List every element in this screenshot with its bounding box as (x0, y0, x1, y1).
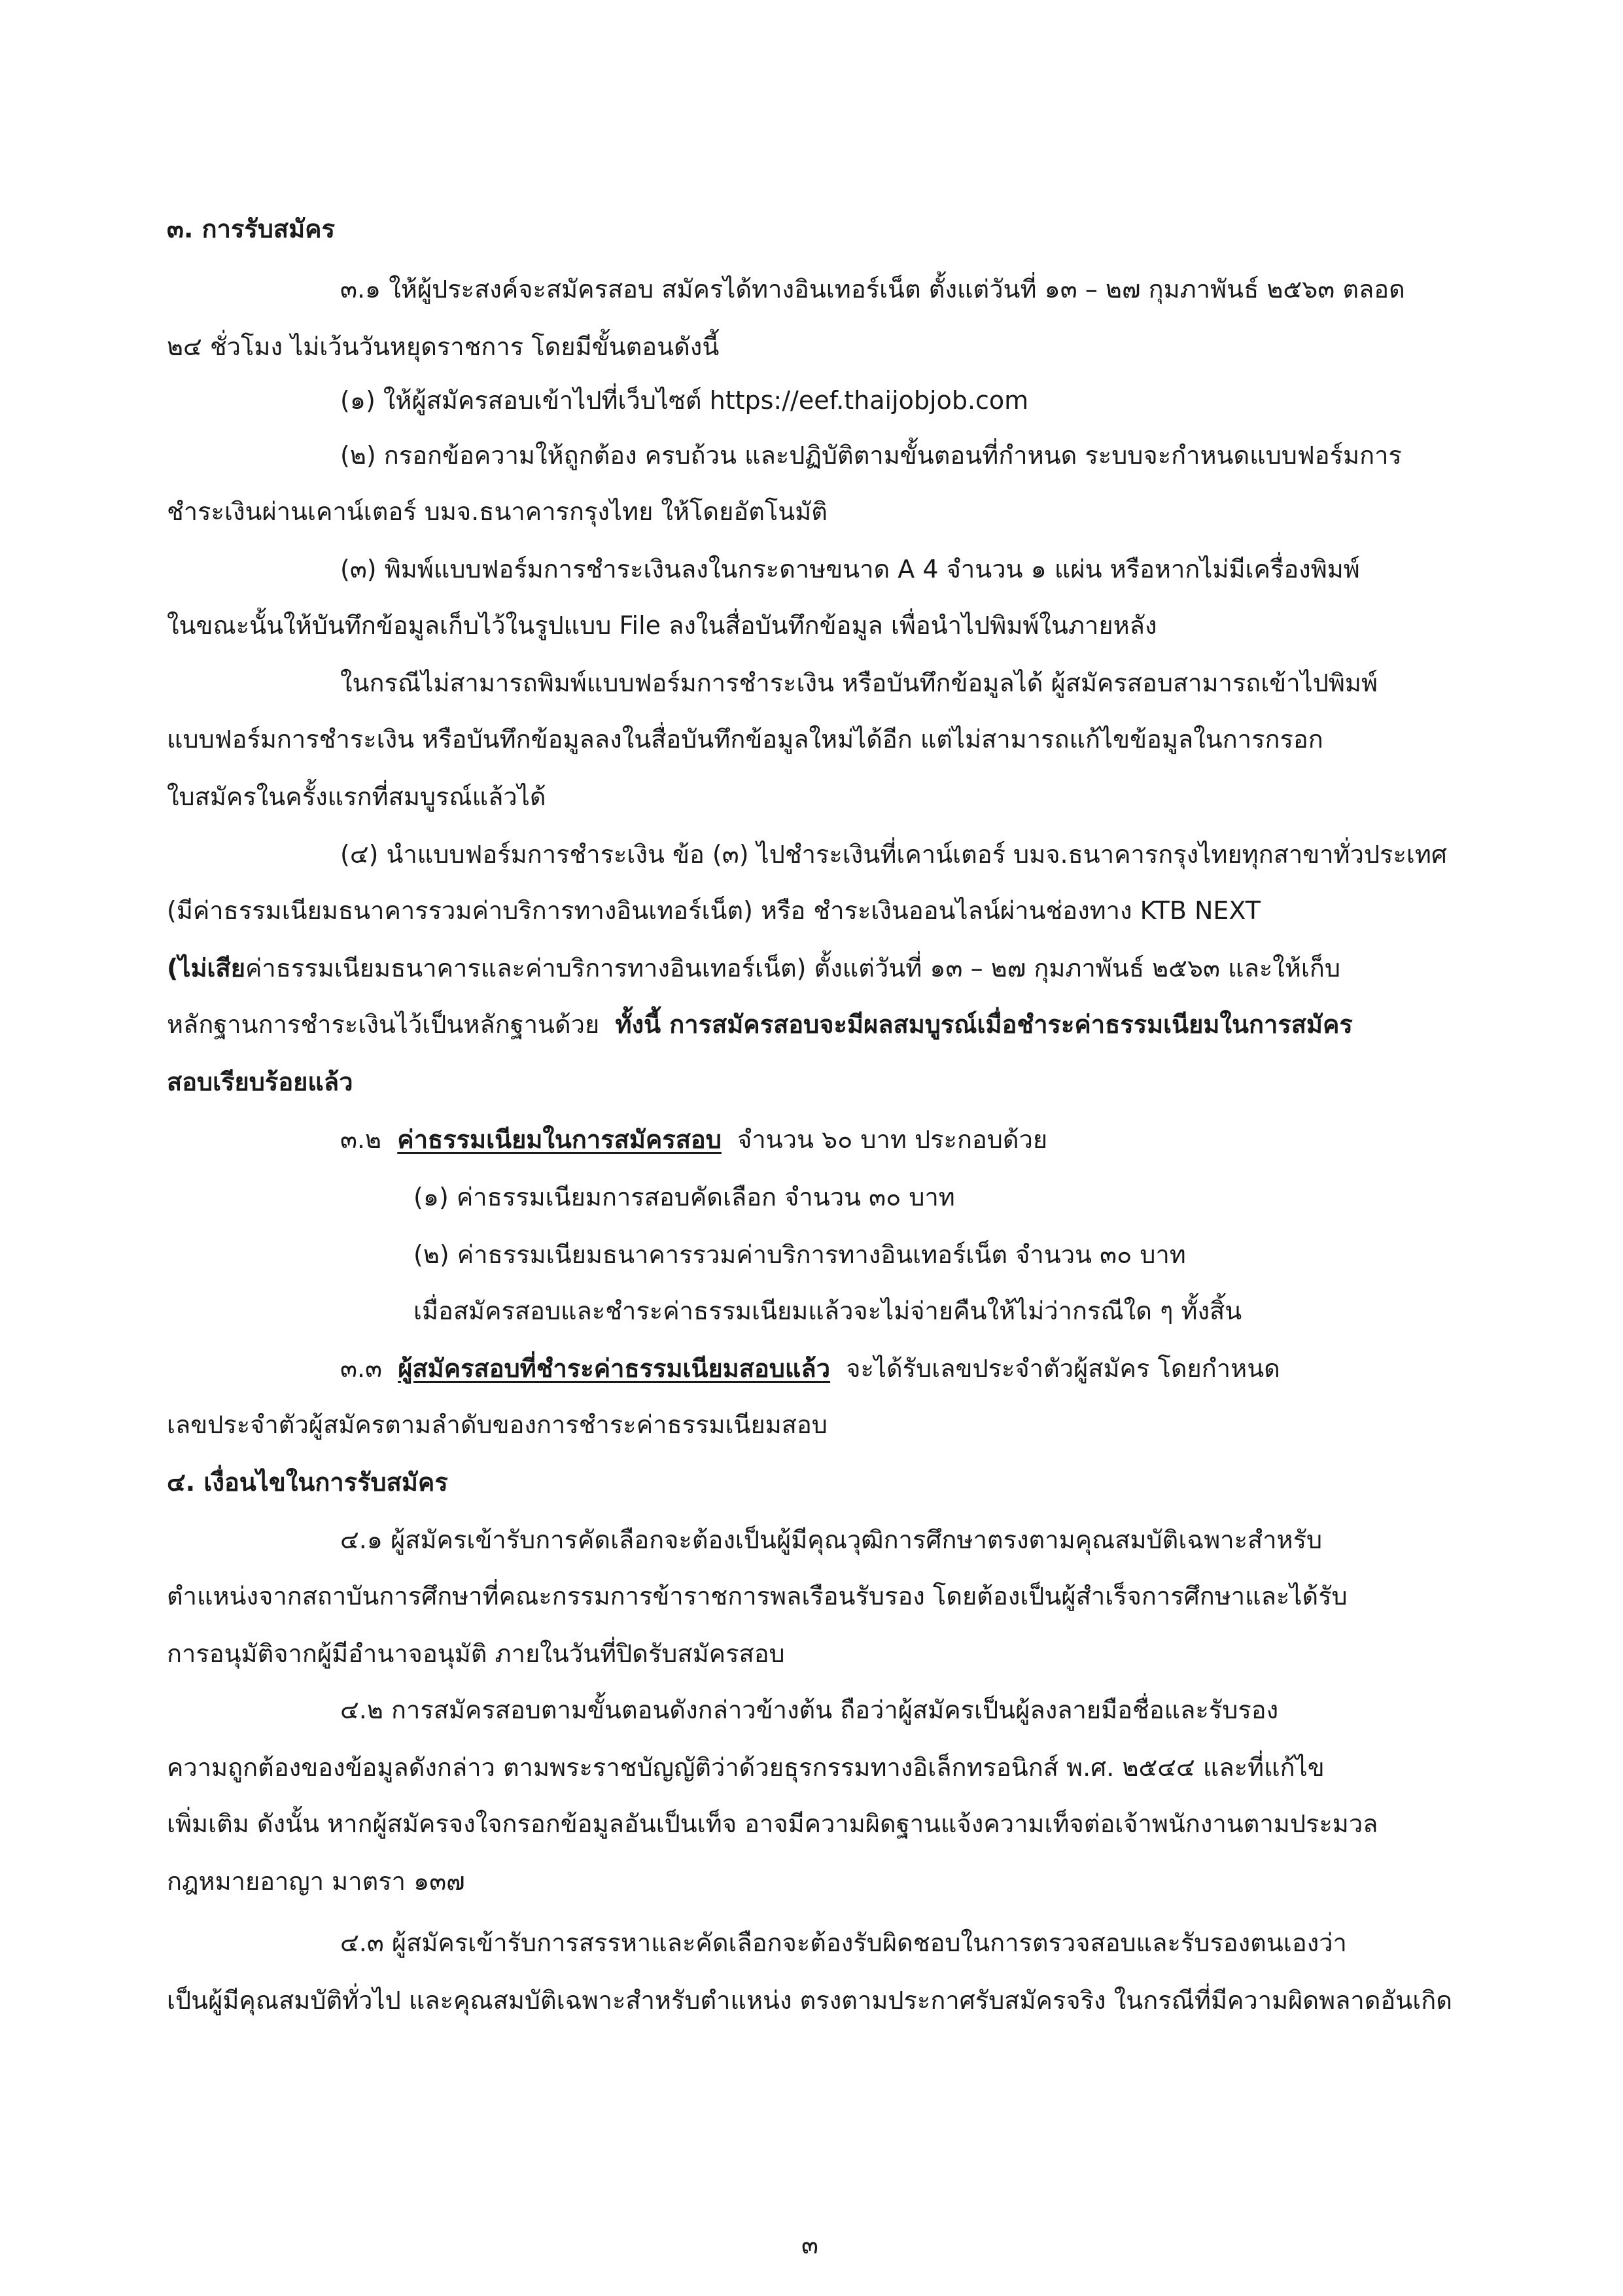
step-4-line-5: สอบเรียบร้อยแล้ว (167, 1068, 353, 1096)
fee-note: เมื่อสมัครสอบและชำระค่าธรรมเนียมแล้วจะไม่จ่ายคืนให้ไม่ว่ากรณีใด ๆ ทั้งสิ้น (413, 1296, 1242, 1325)
step-4-line-3-bold: (ไม่เสีย (167, 954, 245, 983)
para-3-2 (340, 1124, 1047, 1155)
para-4-3-line-2: เป็นผู้มีคุณสมบัติทั่วไป และคุณสมบัติเฉพาะสำหรับตำแหน่ง ตรงตามประกาศรับสมัครจริง ในกรณีที่มีความผิดพลาดอันเกิด (167, 1986, 1452, 2015)
step-4-line-1: (๔) นำแบบฟอร์มการชำระเงิน ข้อ (๓) ไปชำระเงินที่เคาน์เตอร์ บมจ.ธนาคารกรุงไทยทุกสาขาทั่วประเทศ (340, 840, 1448, 869)
step-2-line-2: ชำระเงินผ่านเคาน์เตอร์ บมจ.ธนาคารกรุงไทย ให้โดยอัตโนมัติ (167, 497, 828, 526)
note-line-1: ในกรณีไม่สามารถพิมพ์แบบฟอร์มการชำระเงิน หรือบันทึกข้อมูลได้ ผู้สมัครสอบสามารถเข้าไปพิมพ์ (340, 669, 1378, 697)
step-3-line-1: (๓) พิมพ์แบบฟอร์มการชำระเงินลงในกระดาษขนาด A 4 จำนวน ๑ แผ่น หรือหากไม่มีเครื่องพิมพ์ (340, 555, 1360, 583)
step-4-line-4 (167, 1009, 1353, 1040)
para-4-2-line-2: ความถูกต้องของข้อมูลดังกล่าว ตามพระราชบัญญัติว่าด้วยธุรกรรมทางอิเล็กทรอนิกส์ พ.ศ. ๒๕๔๔ และที่แก้ไข (167, 1753, 1325, 1782)
para-3-2-title: ค่าธรรมเนียมในการสมัครสอบ (397, 1125, 722, 1154)
section-3-heading: ๓. การรับสมัคร (167, 215, 336, 243)
para-4-2-line-1: ๔.๒ การสมัครสอบตามขั้นตอนดังกล่าวข้างต้น ถือว่าผู้สมัครเป็นผู้ลงลายมือชื่อและรับรอง (340, 1696, 1279, 1724)
step-4-line-4-normal: หลักฐานการชำระเงินไว้เป็นหลักฐานด้วย (167, 1010, 600, 1039)
fee-item-1: (๑) ค่าธรรมเนียมการสอบคัดเลือก จำนวน ๓๐ บาท (413, 1183, 955, 1211)
step-1: (๑) ให้ผู้สมัครสอบเข้าไปที่เว็บไซต์ https://eef.thaijobjob.com (340, 386, 1029, 415)
para-3-3-number: ๓.๓ (340, 1354, 383, 1383)
step-2-line-1: (๒) กรอกข้อความให้ถูกต้อง ครบถ้วน และปฏิบัติตามขั้นตอนที่กำหนด ระบบจะกำหนดแบบฟอร์มการ (340, 441, 1402, 470)
para-3-3-title: ผู้สมัครสอบที่ชำระค่าธรรมเนียมสอบแล้ว (398, 1354, 831, 1383)
note-line-3: ใบสมัครในครั้งแรกที่สมบูรณ์แล้วได้ (167, 782, 546, 811)
step-4-line-3 (167, 952, 1340, 984)
para-4-3-line-1: ๔.๓ ผู้สมัครเข้ารับการสรรหาและคัดเลือกจะต้องรับผิดชอบในการตรวจสอบและรับรองตนเองว่า (340, 1928, 1347, 1957)
para-4-1-line-1: ๔.๑ ผู้สมัครเข้ารับการคัดเลือกจะต้องเป็นผู้มีคุณวุฒิการศึกษาตรงตามคุณสมบัติเฉพาะสำหรับ (340, 1525, 1323, 1554)
para-3-3-line-2: เลขประจำตัวผู้สมัครตามลำดับของการชำระค่าธรรมเนียมสอบ (167, 1410, 828, 1439)
para-3-3-rest: จะได้รับเลขประจำตัวผู้สมัคร โดยกำหนด (846, 1354, 1280, 1383)
para-3-2-number: ๓.๒ (340, 1125, 382, 1154)
step-4-line-2: (มีค่าธรรมเนียมธนาคารรวมค่าบริการทางอินเทอร์เน็ต) หรือ ชำระเงินออนไลน์ผ่านช่องทาง KTB NEXT (167, 896, 1261, 925)
para-4-2-line-3: เพิ่มเติม ดังนั้น หากผู้สมัครจงใจกรอกข้อมูลอันเป็นเท็จ อาจมีความผิดฐานแจ้งความเท็จต่อเจ้าพนักงานตามประมวล (167, 1809, 1378, 1838)
para-3-1-line-2: ๒๔ ชั่วโมง ไม่เว้นวันหยุดราชการ โดยมีขั้นตอนดังนี้ (167, 332, 720, 361)
step-3-line-2: ในขณะนั้นให้บันทึกข้อมูลเก็บไว้ในรูปแบบ File ลงในสื่อบันทึกข้อมูล เพื่อนำไปพิมพ์ในภายหลัง (167, 611, 1157, 640)
section-4-heading: ๔. เงื่อนไขในการรับสมัคร (167, 1468, 448, 1497)
para-4-1-line-2: ตำแหน่งจากสถาบันการศึกษาที่คณะกรรมการข้าราชการพลเรือนรับรอง โดยต้องเป็นผู้สำเร็จการศึกษาและได้รับ (167, 1582, 1348, 1610)
para-3-1-line-1: ๓.๑ ให้ผู้ประสงค์จะสมัครสอบ สมัครได้ทางอินเทอร์เน็ต ตั้งแต่วันที่ ๑๓ – ๒๗ กุมภาพันธ์ ๒๕๖๓ ตลอด (340, 275, 1405, 304)
note-line-2: แบบฟอร์มการชำระเงิน หรือบันทึกข้อมูลลงในสื่อบันทึกข้อมูลใหม่ได้อีก แต่ไม่สามารถแก้ไขข้อมูลในการกรอก (167, 725, 1323, 754)
para-4-1-line-3: การอนุมัติจากผู้มีอำนาจอนุมัติ ภายในวันที่ปิดรับสมัครสอบ (167, 1639, 785, 1668)
fee-item-2: (๒) ค่าธรรมเนียมธนาคารรวมค่าบริการทางอินเทอร์เน็ต จำนวน ๓๐ บาท (413, 1240, 1186, 1269)
para-3-2-rest: จำนวน ๖๐ บาท ประกอบด้วย (737, 1125, 1048, 1154)
page-number: ๓ (801, 2231, 818, 2259)
step-4-line-3-rest: ค่าธรรมเนียมธนาคารและค่าบริการทางอินเทอร์เน็ต) ตั้งแต่วันที่ ๑๓ – ๒๗ กุมภาพันธ์ ๒๕๖๓ และให้เก็บ (245, 954, 1340, 983)
para-4-2-line-4: กฎหมายอาญา มาตรา ๑๓๗ (167, 1867, 465, 1896)
para-3-3-line-1 (340, 1353, 1280, 1384)
step-4-line-4-bold: ทั้งนี้ การสมัครสอบจะมีผลสมบูรณ์เมื่อชำระค่าธรรมเนียมในการสมัคร (615, 1010, 1353, 1039)
